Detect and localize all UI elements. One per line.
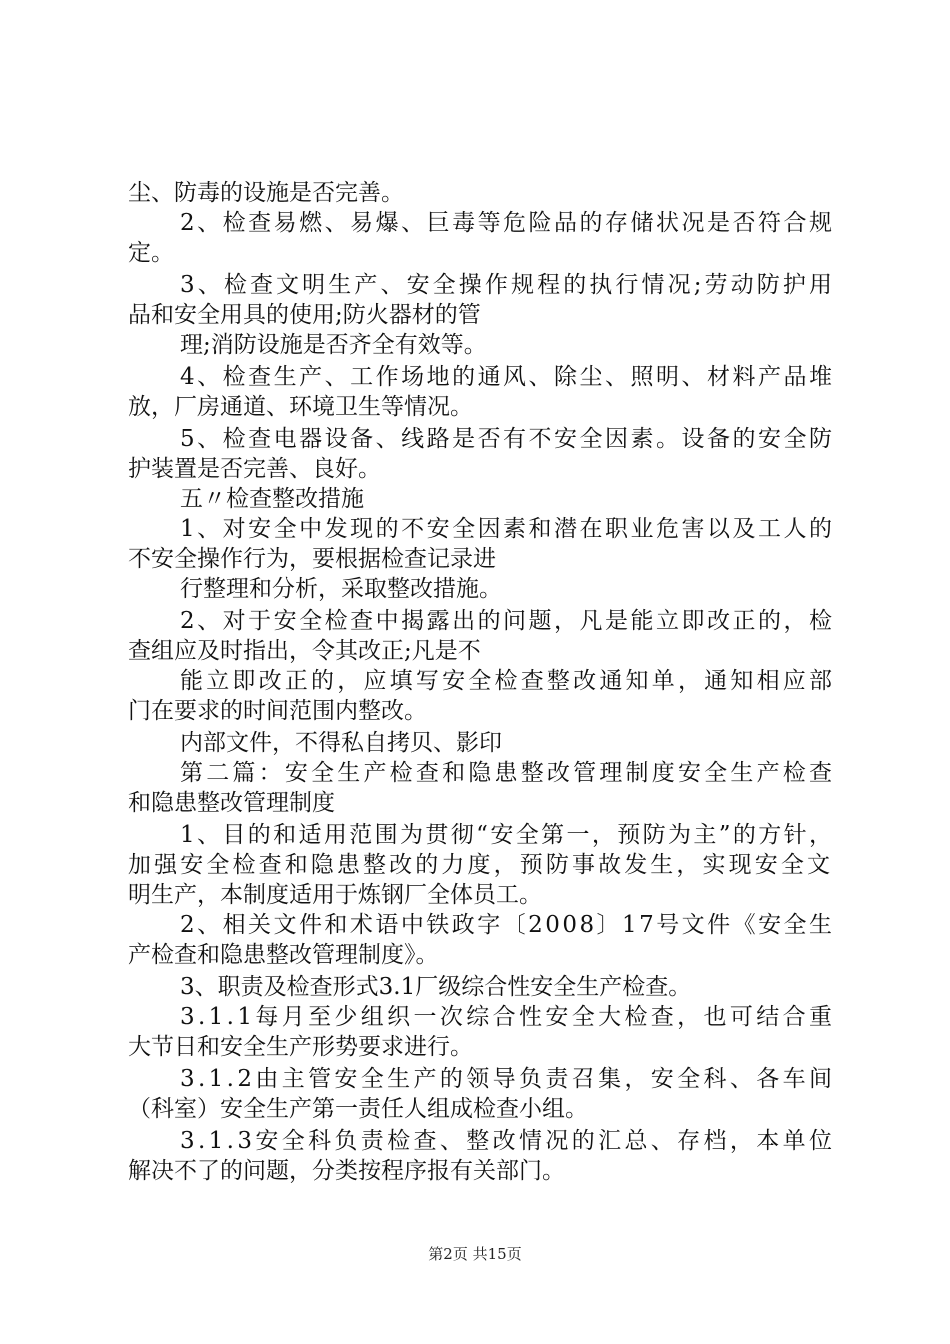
text-line: 护装置是否完善、良好。: [128, 456, 381, 482]
text-line: 3.1.1每月至少组织一次综合性安全大检查，也可结合重: [180, 1004, 836, 1030]
text-line: 解决不了的问题，分类按程序报有关部门。: [128, 1158, 565, 1184]
text-line: 放，厂房通道、环境卫生等情况。: [128, 394, 473, 420]
text-line: 不安全操作行为，要根据检查记录进: [128, 546, 496, 572]
text-line: 2、检查易燃、易爆、巨毒等危险品的存储状况是否符合规: [180, 210, 835, 236]
text-line: 理;消防设施是否齐全有效等。: [180, 332, 487, 358]
text-line: 和隐患整改管理制度: [128, 790, 335, 816]
text-line: 行整理和分析，采取整改措施。: [180, 576, 502, 602]
text-line: 1、对安全中发现的不安全因素和潜在职业危害以及工人的: [180, 516, 835, 542]
text-line: 3.1.3安全科负责检查、整改情况的汇总、存档，本单位: [180, 1128, 836, 1154]
text-line: 加强安全检查和隐患整改的力度，预防事故发生，实现安全文: [128, 852, 834, 878]
text-line: 1、目的和适用范围为贯彻“安全第一，预防为主”的方针，: [180, 822, 835, 848]
text-line: 门在要求的时间范围内整改。: [128, 698, 427, 724]
text-line: （科室）安全生产第一责任人组成检查小组。: [128, 1096, 588, 1122]
text-line: 五〃检查整改措施: [180, 486, 364, 512]
page-footer: 第2页 共15页: [428, 1245, 522, 1263]
text-line: 3、检查文明生产、安全操作规程的执行情况;劳动防护用: [180, 272, 836, 298]
text-line: 品和安全用具的使用;防火器材的管: [128, 302, 481, 328]
text-line: 3、职责及检查形式3.1厂级综合性安全生产检查。: [180, 974, 692, 1000]
text-line: 4、检查生产、工作场地的通风、除尘、照明、材料产品堆: [180, 364, 835, 390]
text-line: 大节日和安全生产形势要求进行。: [128, 1034, 473, 1060]
text-line: 查组应及时指出，令其改正;凡是不: [128, 638, 481, 664]
text-line: 2、相关文件和术语中铁政字〔2008〕17号文件《安全生: [180, 912, 835, 938]
text-line: 5、检查电器设备、线路是否有不安全因素。设备的安全防: [180, 426, 835, 452]
text-line: 2、对于安全检查中揭露出的问题，凡是能立即改正的，检: [180, 608, 835, 634]
text-line: 定。: [128, 240, 174, 266]
text-line: 能立即改正的，应填写安全检查整改通知单，通知相应部: [180, 668, 836, 694]
text-line: 内部文件，不得私自拷贝、影印: [180, 730, 502, 756]
text-line: 第二篇：安全生产检查和隐患整改管理制度安全生产检查: [180, 760, 836, 786]
text-line: 尘、防毒的设施是否完善。: [128, 180, 404, 206]
text-line: 产检查和隐患整改管理制度》。: [128, 942, 439, 968]
text-line: 3.1.2由主管安全生产的领导负责召集，安全科、各车间: [180, 1066, 836, 1092]
text-line: 明生产，本制度适用于炼钢厂全体员工。: [128, 882, 542, 908]
